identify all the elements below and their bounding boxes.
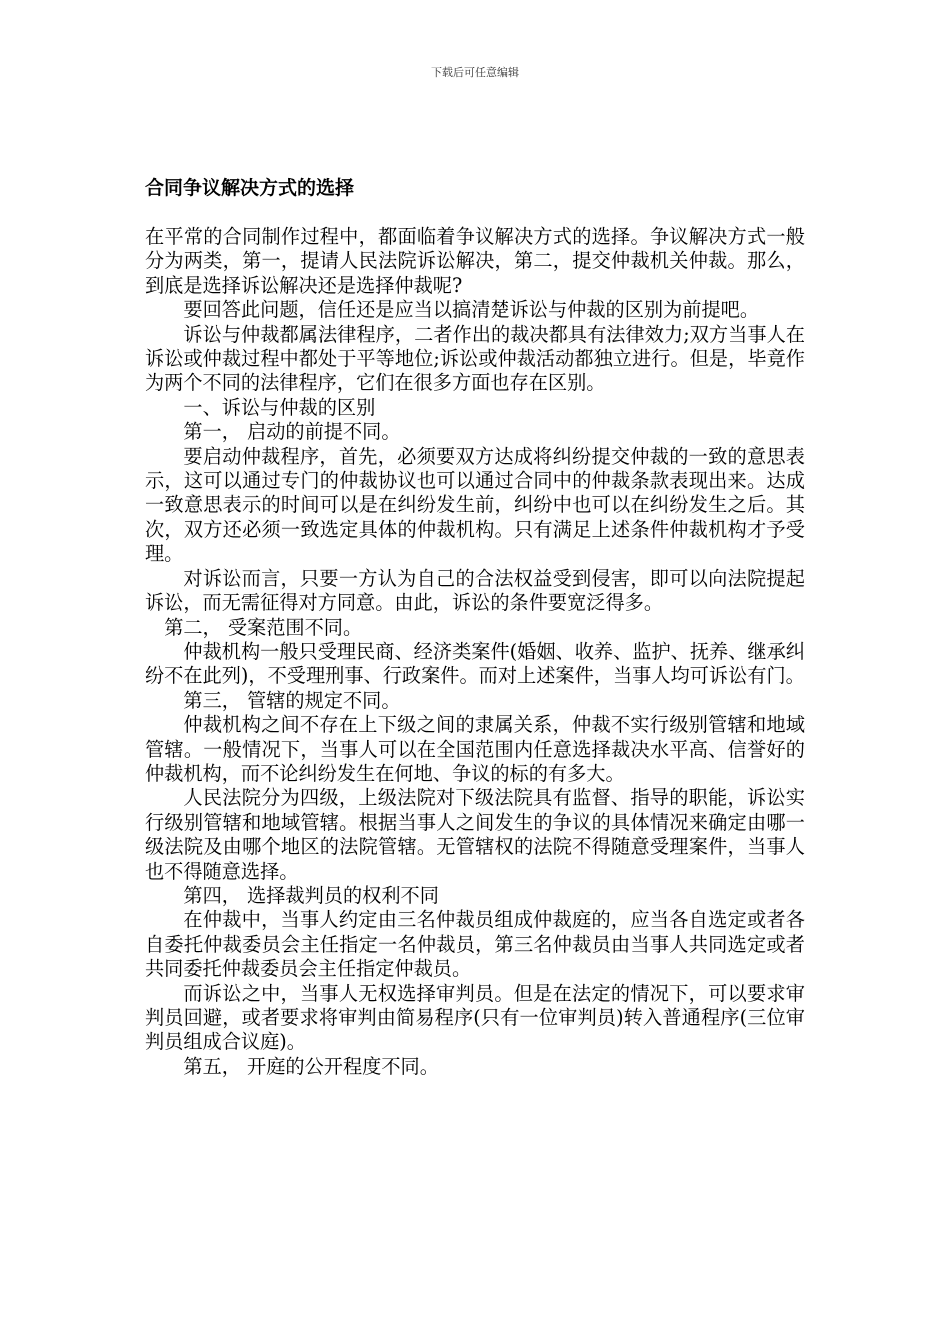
paragraph: 仲裁机构一般只受理民商、经济类案件(婚姻、收养、监护、抚养、继承纠纷不在此列)，不受理刑事、行政案件。而对上述案件，当事人均可诉讼有门。 xyxy=(145,639,805,688)
paragraph: 诉讼与仲裁都属法律程序，二者作出的裁决都具有法律效力;双方当事人在诉讼或仲裁过程中都处于平等地位;诉讼或仲裁活动都独立进行。但是，毕竟作为两个不同的法律程序，它们在很多方面也存在区别。 xyxy=(145,322,805,395)
subsection-heading: 第四， 选择裁判员的权利不同 xyxy=(183,883,439,907)
paragraph: 而诉讼之中，当事人无权选择审判员。但是在法定的情况下，可以要求审判员回避，或者要求将审判由简易程序(只有一位审判员)转入普通程序(三位审判员组成合议庭)。 xyxy=(145,981,805,1054)
paragraph: 在仲裁中，当事人约定由三名仲裁员组成仲裁庭的，应当各自选定或者各自委托仲裁委员会主任指定一名仲裁员，第三名仲裁员由当事人共同选定或者共同委托仲裁委员会主任指定仲裁员。 xyxy=(145,908,805,981)
paragraph: 要启动仲裁程序，首先，必须要双方达成将纠纷提交仲裁的一致的意思表示，这可以通过专门的仲裁协议也可以通过合同中的仲裁条款表现出来。达成一致意思表示的时间可以是在纠纷发生前，纠纷中也可以在纠纷发生之后。其次，双方还必须一致选定具体的仲裁机构。只有满足上述条件仲裁机构才予受理。 xyxy=(145,444,805,566)
section-heading: 一、诉讼与仲裁的区别 xyxy=(183,395,376,419)
paragraph: 仲裁机构之间不存在上下级之间的隶属关系，仲裁不实行级别管辖和地域管辖。一般情况下，当事人可以在全国范围内任意选择裁决水平高、信誉好的仲裁机构，而不论纠纷发生在何地、争议的标的有多大。 xyxy=(145,713,805,785)
subsection-heading: 第五， 开庭的公开程度不同。 xyxy=(183,1054,439,1078)
page-header-note: 下载后可任意编辑 xyxy=(431,66,519,79)
subsection-heading: 第一， 启动的前提不同。 xyxy=(183,420,401,444)
paragraph-intro: 在平常的合同制作过程中，都面临着争议解决方式的选择。争议解决方式一般分为两类，第一，提请人民法院诉讼解决，第二，提交仲裁机关仲裁。那么，到底是选择诉讼解决还是选择仲裁呢? xyxy=(145,225,805,297)
paragraph: 人民法院分为四级，上级法院对下级法院具有监督、指导的职能，诉讼实行级别管辖和地域管辖。根据当事人之间发生的争议的具体情况来确定由哪一级法院及由哪个地区的法院管辖。无管辖权的法院不得随意受理案件，当事人也不得随意选择。 xyxy=(145,786,805,883)
paragraph: 要回答此问题，信任还是应当以搞清楚诉讼与仲裁的区别为前提吧。 xyxy=(183,298,760,322)
document-title: 合同争议解决方式的选择 xyxy=(145,177,355,199)
subsection-heading: 第三， 管辖的规定不同。 xyxy=(183,688,401,712)
paragraph: 对诉讼而言，只要一方认为自己的合法权益受到侵害，即可以向法院提起诉讼，而无需征得对方同意。由此，诉讼的条件要宽泛得多。 xyxy=(145,566,805,615)
document-body xyxy=(145,225,805,1079)
subsection-heading: 第二， 受案范围不同。 xyxy=(164,615,363,639)
